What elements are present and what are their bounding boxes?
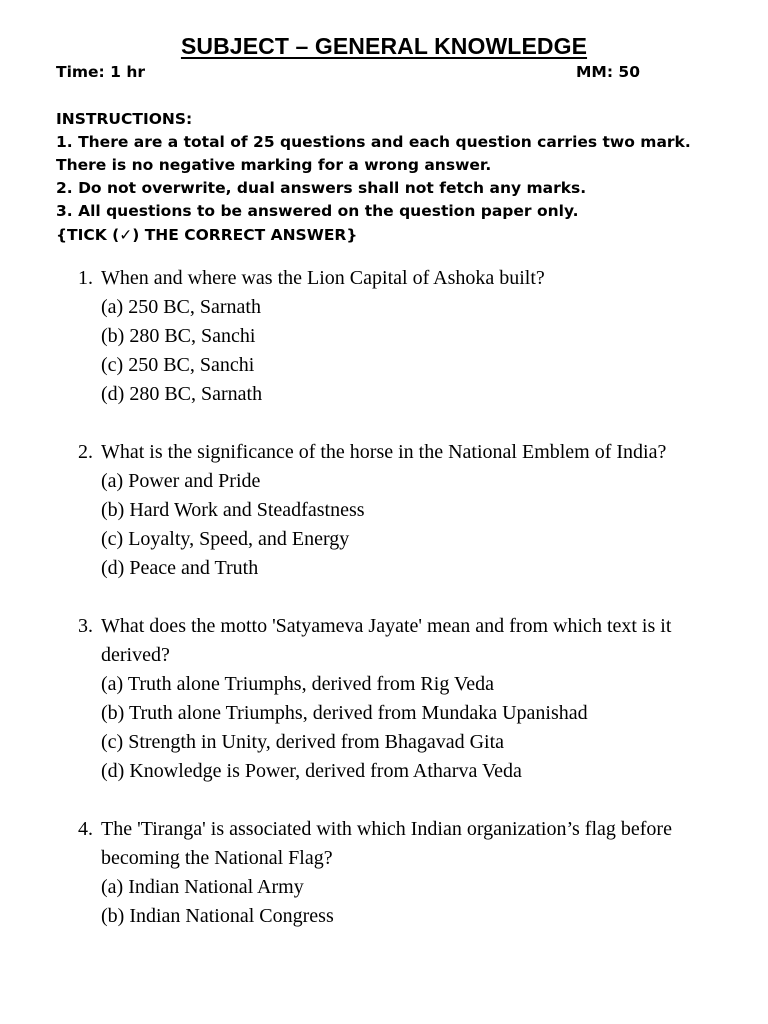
question-text: What does the motto 'Satyameva Jayate' mean and from which text is it derived? (101, 615, 672, 666)
instruction-line: 1. There are a total of 25 questions and each question carries two mark. There is no negative marking for a wrong answer. (56, 133, 691, 174)
option-a[interactable]: (a) Indian National Army (101, 876, 304, 898)
instructions-block (56, 108, 736, 247)
question-number: 2. (78, 441, 93, 463)
option-d[interactable]: (d) Knowledge is Power, derived from Atharva Veda (101, 760, 522, 782)
option-a[interactable]: (a) Truth alone Triumphs, derived from Rig Veda (101, 673, 494, 695)
option-b[interactable]: (b) Indian National Congress (101, 905, 334, 927)
question-1 (78, 264, 718, 409)
time-label: Time: 1 hr (56, 63, 146, 81)
question-stem (78, 438, 718, 467)
question-text: The 'Tiranga' is associated with which Indian organization’s flag before becoming the National Flag? (101, 818, 672, 869)
option-b[interactable]: (b) Truth alone Triumphs, derived from Mundaka Upanishad (101, 702, 588, 724)
question-3 (78, 612, 718, 786)
instruction-line: 2. Do not overwrite, dual answers shall not fetch any marks. (56, 179, 587, 197)
option-d[interactable]: (d) 280 BC, Sarnath (101, 383, 263, 405)
question-4 (78, 815, 718, 931)
page-title: SUBJECT – GENERAL KNOWLEDGE (180, 33, 588, 59)
question-number: 3. (78, 615, 93, 637)
option-a[interactable]: (a) Power and Pride (101, 470, 261, 492)
question-stem (78, 815, 718, 873)
instructions-heading: INSTRUCTIONS: (56, 110, 193, 128)
option-c[interactable]: (c) Strength in Unity, derived from Bhagavad Gita (101, 731, 505, 753)
question-stem (78, 612, 718, 670)
question-stem (78, 264, 718, 293)
option-c[interactable]: (c) 250 BC, Sanchi (101, 354, 255, 376)
questions-list (78, 264, 718, 960)
question-2 (78, 438, 718, 583)
tick-instruction: {TICK (✓) THE CORRECT ANSWER} (56, 226, 358, 244)
max-marks-label: MM: 50 (575, 63, 640, 81)
instruction-line: 3. All questions to be answered on the question paper only. (56, 202, 579, 220)
question-number: 1. (78, 267, 93, 289)
option-b[interactable]: (b) Hard Work and Steadfastness (101, 499, 365, 521)
option-d[interactable]: (d) Peace and Truth (101, 557, 259, 579)
option-b[interactable]: (b) 280 BC, Sanchi (101, 325, 256, 347)
question-text: When and where was the Lion Capital of Ashoka built? (101, 267, 545, 289)
option-a[interactable]: (a) 250 BC, Sarnath (101, 296, 261, 318)
option-c[interactable]: (c) Loyalty, Speed, and Energy (101, 528, 350, 550)
exam-meta-row (56, 63, 640, 81)
question-text: What is the significance of the horse in the National Emblem of India? (101, 441, 667, 463)
question-number: 4. (78, 818, 93, 840)
